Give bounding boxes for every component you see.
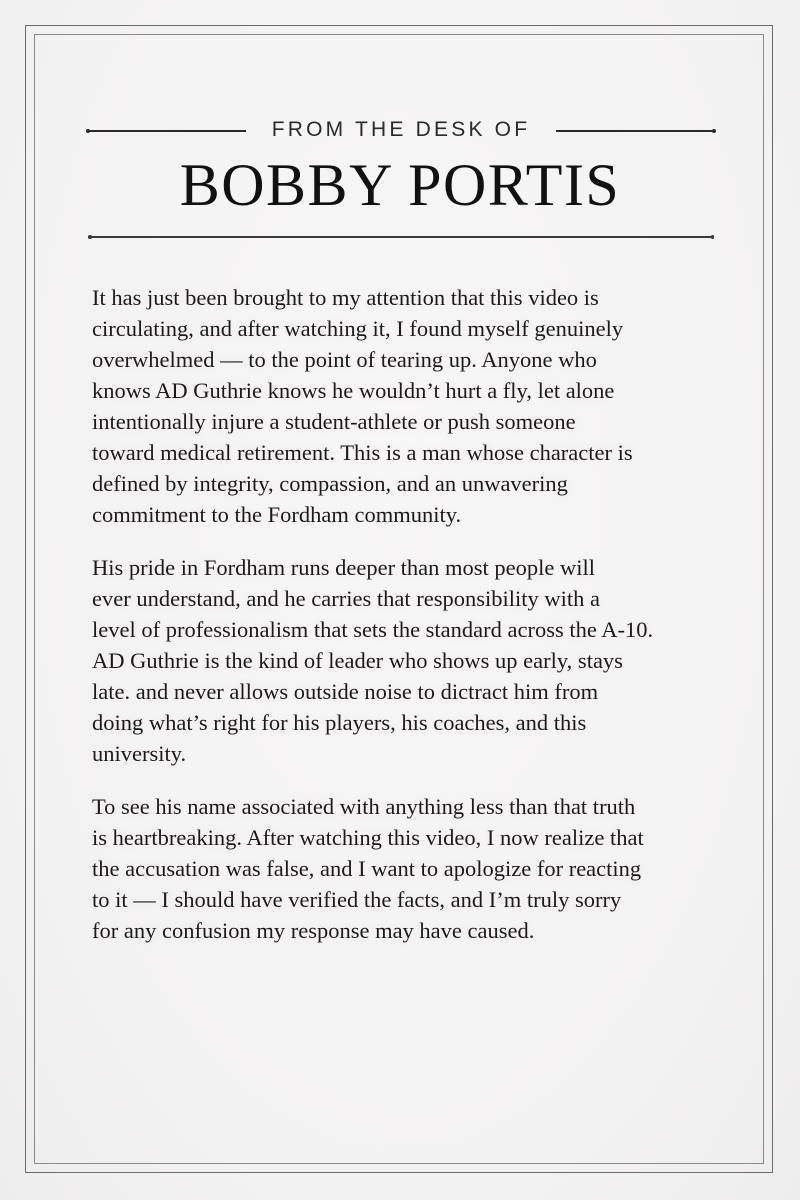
paragraph-line: AD Guthrie is the kind of leader who shows up early, stays [92,648,623,673]
paragraph-line: is heartbreaking. After watching this video, I now realize that [92,825,644,850]
paragraph-line: doing what’s right for his players, his coaches, and this [92,710,587,735]
paragraph-line: toward medical retirement. This is a man whose character is [92,440,633,465]
paragraph-line: intentionally injure a student-athlete or push someone [92,409,576,434]
paragraph-line: knows AD Guthrie knows he wouldn’t hurt a fly, let alone [92,378,615,403]
paragraph-line: To see his name associated with anything less than that truth [92,794,636,819]
kicker-rule-right [556,130,714,132]
letterhead-divider [90,236,712,238]
paragraph-2 [92,552,752,769]
paragraph-line: overwhelmed — to the point of tearing up. Anyone who [92,347,597,372]
paragraph-line: commitment to the Fordham community. [92,502,462,527]
paragraph-line: university. [92,741,187,766]
paragraph-line: defined by integrity, compassion, and an unwavering [92,471,568,496]
letterhead-kicker-row [88,118,714,142]
paragraph-line: ever understand, and he carries that responsibility with a [92,586,600,611]
paragraph-3 [92,791,752,946]
paragraph-1 [92,282,752,530]
paragraph-line: the accusation was false, and I want to apologize for reacting [92,856,642,881]
paragraph-line: level of professionalism that sets the standard across the A-10. [92,617,654,642]
paragraph-line: late. and never allows outside noise to dictract him from [92,679,599,704]
letterhead-name: BOBBY PORTIS [179,152,621,218]
letterhead-kicker: FROM THE DESK OF [271,118,531,141]
letter-body [92,282,752,968]
paragraph-line: to it — I should have verified the facts, and I’m truly sorry [92,887,622,912]
paragraph-line: circulating, and after watching it, I found myself genuinely [92,316,624,341]
paragraph-line: It has just been brought to my attention that this video is [92,285,599,310]
paragraph-line: for any confusion my response may have caused. [92,918,535,943]
paragraph-line: His pride in Fordham runs deeper than most people will [92,555,596,580]
